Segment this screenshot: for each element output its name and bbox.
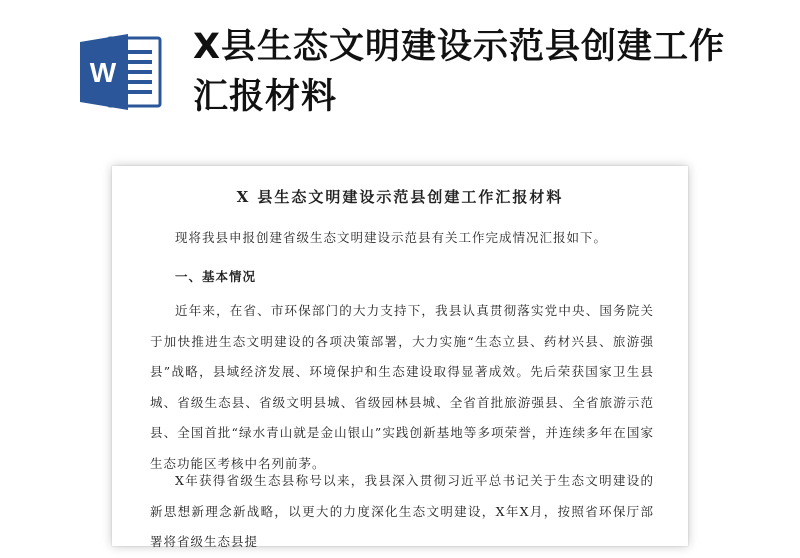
body-paragraph-2: X年获得省级生态县称号以来，我县深入贯彻习近平总书记关于生态文明建设的新思想新理念新战略，以更大的力度深化生态文明建设，X年X月，按照省环保厅部署将省级生态县提 bbox=[150, 473, 654, 549]
page-title: X县生态文明建设示范县创建工作汇报材料 bbox=[193, 27, 725, 117]
word-document-icon bbox=[78, 30, 162, 114]
intro-paragraph: 现将我县申报创建省级生态文明建设示范县有关工作完成情况汇报如下。 bbox=[175, 230, 608, 245]
body-paragraph-1: 近年来，在省、市环保部门的大力支持下，我县认真贯彻落实党中央、国务院关于加快推进生态文明建设的各项决策部署，大力实施“生态立县、药材兴县、旅游强县”战略，县域经济发展、环境保护和生态建设取得显著成效。先后荣获国家卫生县城、省级生态县、省级文明县城、省级园林县城、全省首批旅游强县、全省旅游示范县、全国首批“绿水青山就是金山银山”实践创新基地等多项荣誉，并连续多年在国家生态功能区考核中名列前茅。 bbox=[150, 303, 654, 471]
section-heading: 一、基本情况 bbox=[175, 269, 257, 284]
header-banner bbox=[0, 0, 800, 160]
document-page bbox=[112, 166, 688, 549]
word-icon-letter: W bbox=[89, 57, 117, 88]
document-title: X 县生态文明建设示范县创建工作汇报材料 bbox=[236, 188, 564, 206]
